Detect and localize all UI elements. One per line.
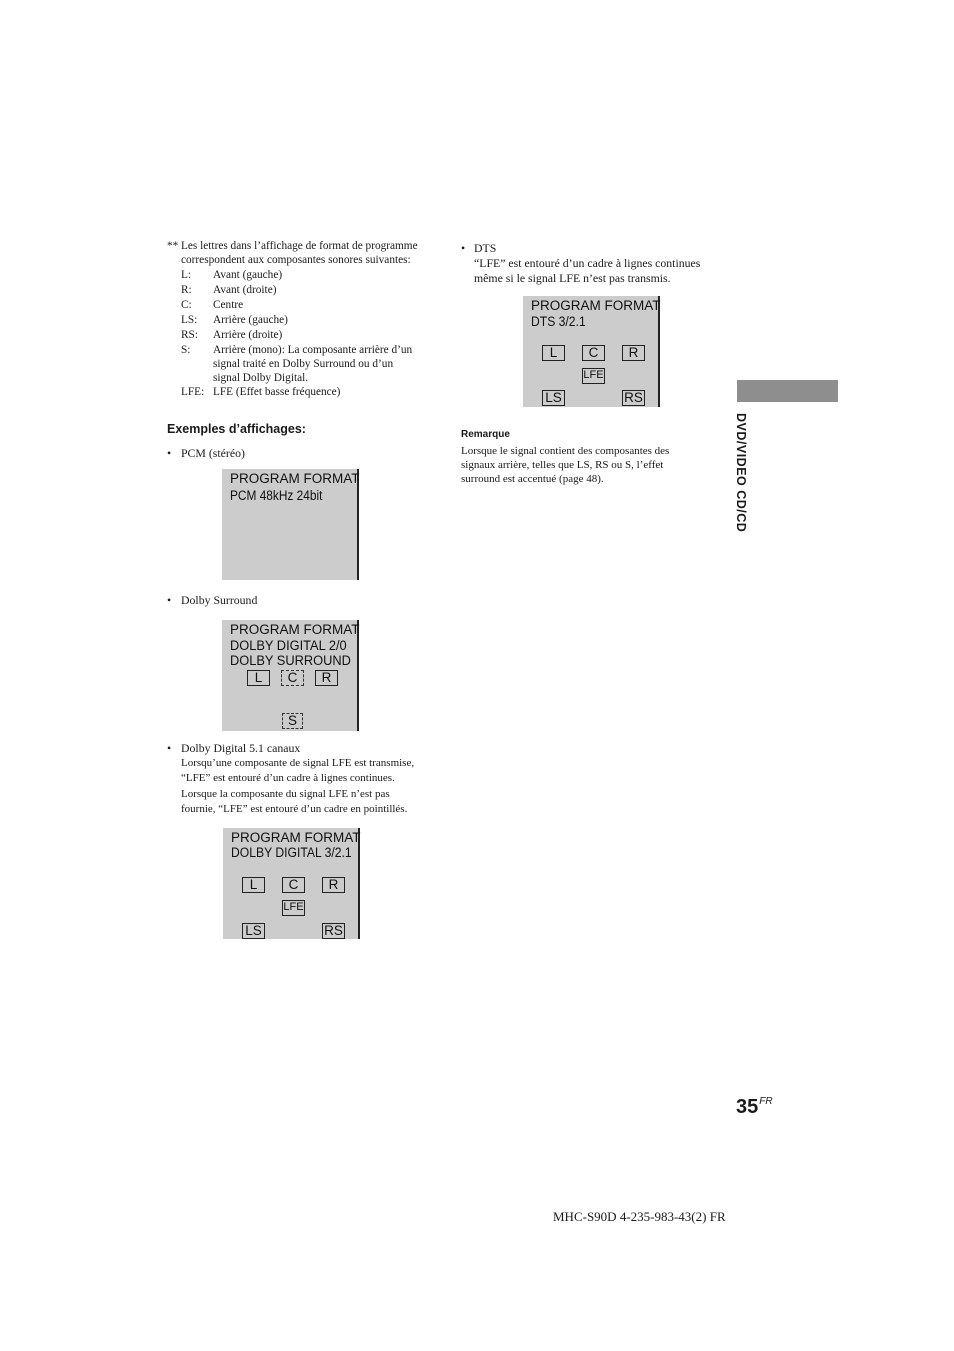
footnote-marker: ** <box>167 240 179 252</box>
legend-value: Avant (gauche) <box>213 269 283 281</box>
remark-title: Remarque <box>461 429 510 440</box>
legend-value: Centre <box>213 299 244 311</box>
display-line: DTS 3/2.1 <box>531 314 586 329</box>
display-line: PROGRAM FORMAT <box>531 298 661 313</box>
speaker-l: L <box>247 670 270 686</box>
legend-value: Avant (droite) <box>213 284 277 296</box>
example-description-line: Lorsqu’une composante de signal LFE est transmise, <box>181 757 415 769</box>
display-line: DOLBY SURROUND <box>230 653 351 668</box>
legend-key: LFE: <box>181 386 205 398</box>
legend-value: Arrière (mono): La composante arrière d’un <box>213 344 413 356</box>
page-number-suffix: FR <box>759 1096 773 1107</box>
footnote-line: Les lettres dans l’affichage de format de programme <box>181 240 418 252</box>
example-label: PCM (stéréo) <box>181 446 245 460</box>
example-description-line: “LFE” est entouré d’un cadre à lignes continues. <box>181 772 395 784</box>
speaker-ls: LS <box>542 390 565 406</box>
display-line: DOLBY DIGITAL 3/2.1 <box>231 845 352 860</box>
section-tab-label: DVD/VIDEO CD/CD <box>734 413 748 533</box>
display-line: PROGRAM FORMAT <box>231 830 361 845</box>
example-label: DTS <box>474 241 497 255</box>
legend-key: S: <box>181 344 191 356</box>
example-description-line: même si le signal LFE n’est pas transmis. <box>474 271 671 285</box>
example-description-line: fournie, “LFE” est entouré d’un cadre en pointillés. <box>181 803 408 815</box>
display-line: DOLBY DIGITAL 2/0 <box>230 638 347 653</box>
speaker-rs: RS <box>622 390 645 406</box>
example-label: Dolby Digital 5.1 canaux <box>181 741 301 755</box>
example-label: Dolby Surround <box>181 593 258 607</box>
speaker-s: S <box>282 713 303 729</box>
speaker-r: R <box>315 670 338 686</box>
bullet-marker: • <box>167 593 172 607</box>
footer-model: MHC-S90D 4-235-983-43(2) FR <box>553 1209 726 1224</box>
program-format-display <box>523 296 660 407</box>
legend-value: LFE (Effet basse fréquence) <box>213 386 341 398</box>
program-format-display <box>222 620 359 731</box>
examples-heading: Exemples d’affichages: <box>167 422 306 436</box>
remark-line: surround est accentué (page 48). <box>461 473 604 485</box>
speaker-rs: RS <box>322 923 345 939</box>
speaker-c: C <box>582 345 605 361</box>
example-description-line: Lorsque la composante du signal LFE n’est pas <box>181 788 390 800</box>
legend-key: R: <box>181 284 192 296</box>
remark-line: Lorsque le signal contient des composantes des <box>461 445 670 457</box>
legend-key: L: <box>181 269 192 281</box>
display-line: PROGRAM FORMAT <box>230 471 360 486</box>
speaker-l: L <box>542 345 565 361</box>
footnote-line: correspondent aux composantes sonores suivantes: <box>181 254 411 266</box>
legend-value: signal Dolby Digital. <box>213 372 309 384</box>
speaker-lfe: LFE <box>282 900 305 916</box>
bullet-marker: • <box>461 241 466 255</box>
speaker-ls: LS <box>242 923 265 939</box>
program-format-display <box>222 469 359 580</box>
display-line: PROGRAM FORMAT <box>230 622 360 637</box>
page-number-value: 35 <box>736 1096 759 1118</box>
speaker-c: C <box>281 670 304 686</box>
speaker-c: C <box>282 877 305 893</box>
display-line: PCM 48kHz 24bit <box>230 488 323 503</box>
bullet-marker: • <box>167 446 172 460</box>
speaker-r: R <box>322 877 345 893</box>
speaker-r: R <box>622 345 645 361</box>
legend-value: Arrière (droite) <box>213 329 283 341</box>
program-format-display <box>223 828 360 939</box>
legend-key: C: <box>181 299 192 311</box>
bullet-marker: • <box>167 741 172 755</box>
legend-key: RS: <box>181 329 198 341</box>
example-description-line: “LFE” est entouré d’un cadre à lignes continues <box>474 256 701 270</box>
legend-value: signal traité en Dolby Surround ou d’un <box>213 358 394 370</box>
remark-line: signaux arrière, telles que LS, RS ou S, l’effet <box>461 459 664 471</box>
legend-key: LS: <box>181 314 198 326</box>
section-tab <box>737 380 838 402</box>
speaker-l: L <box>242 877 265 893</box>
speaker-lfe: LFE <box>582 368 605 384</box>
legend-value: Arrière (gauche) <box>213 314 288 326</box>
page-number <box>736 1096 773 1119</box>
